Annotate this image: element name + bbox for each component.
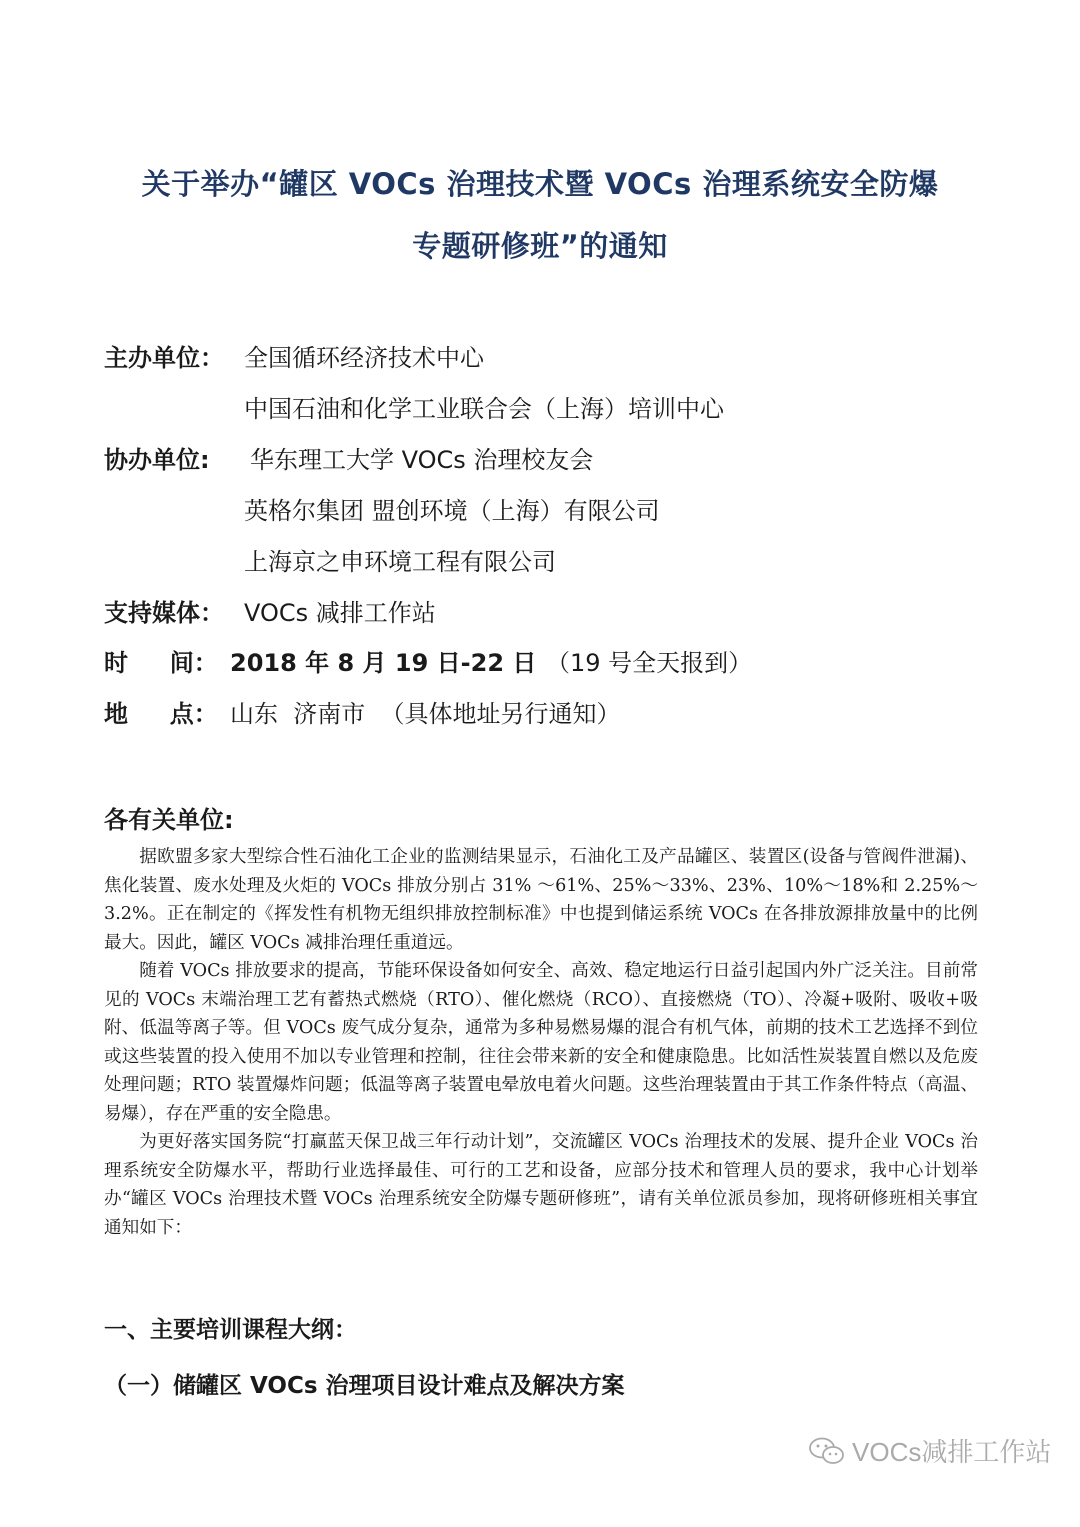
place-label: 地 点： — [104, 700, 218, 728]
salutation: 各有关单位: — [104, 806, 234, 834]
organizer-label: 主办单位： — [104, 344, 224, 372]
media-value: VOCs 减排工作站 — [244, 599, 436, 627]
notice-title-line2: 专题研修班”的通知 — [412, 229, 668, 263]
co-organizer-1: 华东理工大学 VOCs 治理校友会 — [250, 446, 594, 474]
media-label: 支持媒体： — [104, 599, 224, 627]
watermark — [808, 1432, 1051, 1469]
watermark-text: VOCs减排工作站 — [852, 1437, 1052, 1467]
co-organizer-2: 英格尔集团 盟创环境（上海）有限公司 — [244, 497, 660, 525]
section-heading: 一、主要培训课程大纲： — [104, 1317, 357, 1343]
time-label: 时 间： — [104, 649, 218, 677]
place-value: 山东 济南市 （具体地址另行通知） — [230, 700, 621, 728]
notice-title-line1: 关于举办“罐区 VOCs 治理技术暨 VOCs 治理系统安全防爆 — [141, 167, 939, 201]
body-paragraph: 据欧盟多家大型综合性石油化工企业的监测结果显示，石油化工及产品罐区、装置区(设备与管阀件泄漏)、焦化装置、废水处理及火炬的 VOCs 排放分别占 31% ～61%、25%～33%、23%、10%～18%和 2.25%～3.2%。正在制定的《挥发性有机物无组织排放控制标准》中也提到储运系统 VOCs 在各排放源排放量中的比例最大。因此，罐区 VOCs 减排治理任重道远。 — [104, 847, 978, 953]
notice-body — [104, 843, 978, 1242]
body-paragraph: 为更好落实国务院“打赢蓝天保卫战三年行动计划”，交流罐区 VOCs 治理技术的发展、提升企业 VOCs 治理系统安全防爆水平，帮助行业选择最佳、可行的工艺和设备，应部分技术和管理人员的要求，我中心计划举办“罐区 VOCs 治理技术暨 VOCs 治理系统安全防爆专题研修班”，请有关单位派员参加，现将研修班相关事宜通知如下： — [104, 1132, 978, 1238]
time-value: 2018 年 8 月 19 日-22 日 — [230, 649, 537, 677]
wechat-icon — [808, 1436, 846, 1466]
subsection-heading: （一）储罐区 VOCs 治理项目设计难点及解决方案 — [104, 1373, 625, 1399]
co-organizer-3: 上海京之申环境工程有限公司 — [244, 548, 556, 576]
organizer-1: 全国循环经济技术中心 — [244, 344, 484, 372]
time-note: （19 号全天报到） — [546, 649, 753, 677]
body-paragraph: 随着 VOCs 排放要求的提高，节能环保设备如何安全、高效、稳定地运行日益引起国内外广泛关注。目前常见的 VOCs 末端治理工艺有蓄热式燃烧（RTO）、催化燃烧（RCO）、直接燃烧（TO）、冷凝+吸附、吸收+吸附、低温等离子等。但 VOCs 废气成分复杂，通常为多种易燃易爆的混合有机气体，前期的技术工艺选择不到位或这些装置的投入使用不加以专业管理和控制，往往会带来新的安全和健康隐患。比如活性炭装置自燃以及危废处理问题；RTO 装置爆炸问题；低温等离子装置电晕放电着火问题。这些治理装置由于其工作条件特点（高温、易爆），存在严重的安全隐患。 — [104, 961, 978, 1124]
co-organizer-label: 协办单位: — [104, 446, 210, 474]
organizer-2: 中国石油和化学工业联合会（上海）培训中心 — [244, 395, 724, 423]
